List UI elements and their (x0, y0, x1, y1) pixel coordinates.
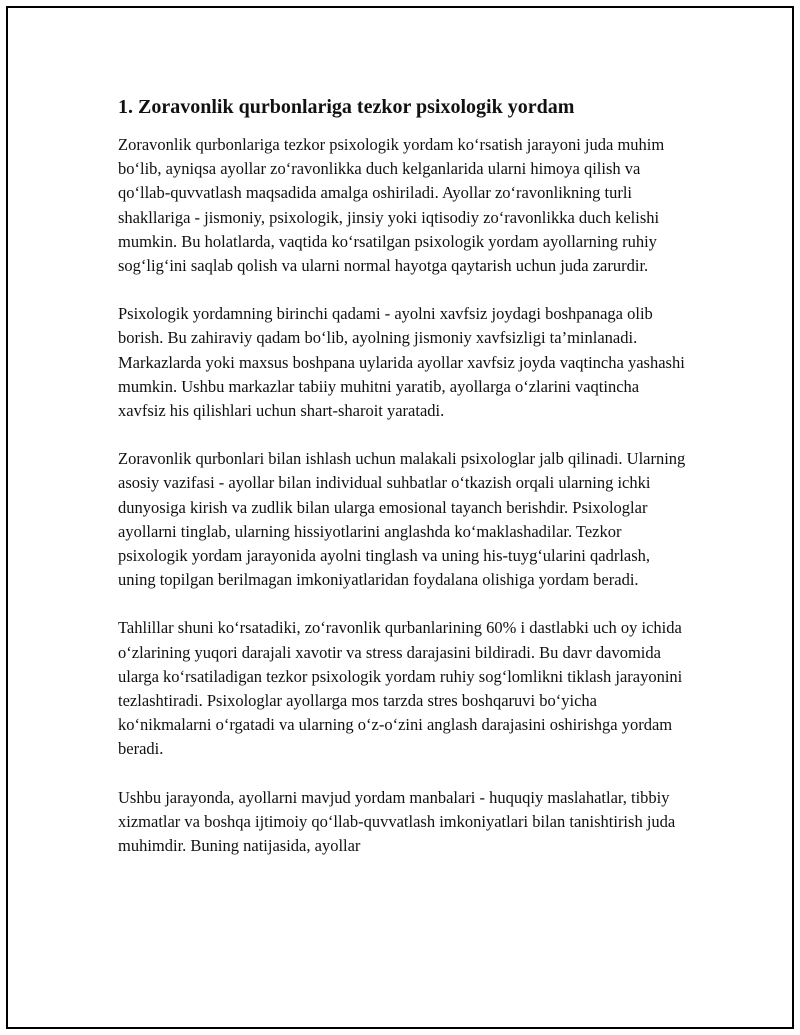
paragraph-1: Zoravonlik qurbonlariga tezkor psixologik yordam ko‘rsatish jarayoni juda muhim bo‘lib, ayniqsa ayollar zo‘ravonlikka duch kelganlarida ularni himoya qilish va qo‘llab-quvvatlash maqsadida amalga oshiriladi. Ayollar zo‘ravonlikning turli shakllariga - jismoniy, psixologik, jinsiy yoki iqtisodiy zo‘ravonlikka duch kelishi mumkin. Bu holatlarda, vaqtida ko‘rsatilgan psixologik yordam ayollarning ruhiy sog‘lig‘ini saqlab qolish va ularni normal hayotga qaytarish uchun juda zarurdir. (118, 135, 665, 276)
paragraph-2: Psixologik yordamning birinchi qadami - ayolni xavfsiz joydagi boshpanaga olib borish. Bu zahiraviy qadam bo‘lib, ayolning jismoniy xavfsizligi ta’minlanadi. Markazlarda yoki maxsus boshpana uylarida ayollar xavfsiz joyda vaqtincha yashashi mumkin. Ushbu markazlar tabiiy muhitni yaratib, ayollarga o‘zlarini vaqtincha xavfsiz his qilishlari uchun shart-sharoit yaratadi. (118, 304, 685, 421)
section-heading: 1. Zoravonlik qurbonlariga tezkor psixologik yordam (118, 96, 575, 118)
paragraph-3: Zoravonlik qurbonlari bilan ishlash uchun malakali psixologlar jalb qilinadi. Ularning asosiy vazifasi - ayollar bilan individual suhbatlar o‘tkazish orqali ularning ichki dunyosiga kirish va zudlik bilan ularga emosional tayanch berishdir. Psixologlar ayollarni tinglab, ularning hissiyotlarini anglashda ko‘maklashadilar. Tezkor psixologik yordam jarayonida ayolni tinglash va uning his-tuyg‘ularini qadrlash, uning topilgan berilmagan imkoniyatlaridan foydalana olishiga yordam beradi. (118, 449, 686, 590)
paragraph-5: Ushbu jarayonda, ayollarni mavjud yordam manbalari - huquqiy maslahatlar, tibbiy xizmatlar va boshqa ijtimoiy qo‘llab-quvvatlash imkoniyatlari bilan tanishtirish juda muhimdir. Buning natijasida, ayollar (118, 787, 676, 856)
paragraph-4: Tahlillar shuni ko‘rsatadiki, zo‘ravonlik qurbanlarining 60% i dastlabki uch oy ichida o‘zlarining yuqori darajali xavotir va stress darajasini bildiradi. Bu davr davomida ularga ko‘rsatiladigan tezkor psixologik yordam ruhiy sog‘lomlikni tiklash jarayonini tezlashtiradi. Psixologlar ayollarga mos tarzda stres boshqaruvi bo‘yicha ko‘nikmalarni o‘rgatadi va ularning o‘z-o‘zini anglash darajasini oshirishga yordam beradi. (118, 618, 683, 759)
document-body (118, 94, 686, 882)
